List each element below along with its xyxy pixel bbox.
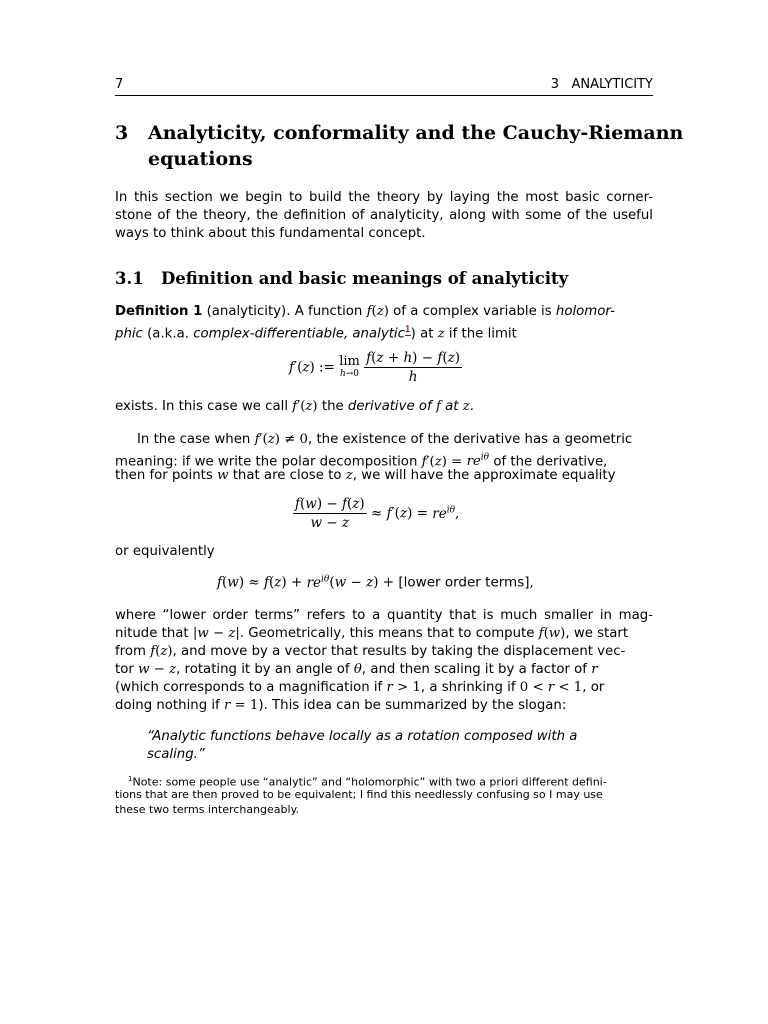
page-number: 7	[115, 77, 124, 92]
definition-line-1: Definition 1 (analyticity). A function f(z) of a complex variable is holomor-	[115, 304, 615, 319]
footnote-line-3: these two terms interchangeably.	[115, 803, 300, 816]
section-number: 3	[115, 122, 129, 144]
footnote-line-2: tions that are then proved to be equivalent; I find this needlessly confusing so I may use	[115, 788, 603, 801]
text: tor	[115, 662, 134, 677]
subsection-title: Definition and basic meanings of analyticity	[161, 269, 569, 288]
text: , we will have the approximate equality	[352, 468, 616, 483]
para3-line-6: doing nothing if r = 1). This idea can be summarized by the slogan:	[115, 698, 567, 713]
text: . Geometrically, this means that to compute	[239, 626, 535, 641]
text: that are close to	[232, 468, 342, 483]
subsection-number: 3.1	[115, 269, 144, 288]
math-fz: f	[366, 304, 372, 319]
equation-derivative-limit: f′(z) := lim h→0 $\frac{f(z + h) - f(z)}{h}$	[289, 350, 461, 385]
definition-exists-line: exists. In this case we call f′(z) the derivative of f at z.	[115, 399, 474, 414]
text: if the limit	[448, 326, 517, 342]
para3-line-5: (which corresponds to a magnification if r > 1, a shrinking if 0 < r < 1, or	[115, 680, 605, 695]
footnote-ref[interactable]: 1	[404, 325, 411, 335]
term-derivative: derivative of	[347, 399, 432, 414]
text: ) at	[410, 326, 434, 342]
text: (which corresponds to a magnification if	[115, 680, 383, 695]
text: , and move by a vector that results by taking the displacement vec-	[172, 644, 626, 659]
text: , a shrinking if	[420, 680, 516, 695]
text: In the case when	[137, 432, 251, 447]
text: , and then scaling it by a factor of	[361, 662, 587, 677]
para2-line-2: meaning: if we write the polar decomposition $f'(z) = re^{i\theta}$ of the derivative,	[115, 453, 608, 470]
term-synonyms: complex-differentiable, analytic	[193, 326, 405, 342]
slogan-line-1: “Analytic functions behave locally as a rotation composed with a	[147, 729, 578, 744]
text: (a.k.a.	[147, 326, 189, 342]
footnote-mark: 1	[128, 775, 133, 783]
intro-line-3: ways to think about this fundamental concept.	[115, 226, 426, 241]
definition-name: (analyticity).	[206, 304, 291, 319]
definition-line-2: phic (a.k.a. complex-differentiable, analytic$^1$) at z if the limit	[115, 325, 517, 342]
text: nitude that	[115, 626, 189, 641]
text: meaning: if we write the polar decomposition	[115, 454, 418, 470]
text: the	[321, 399, 344, 414]
text: , rotating it by an angle of	[176, 662, 350, 677]
equation-linear-approx: $f(w) \approx f(z) + re^{i\theta}(w - z)$ + [lower order terms],	[217, 574, 534, 591]
text: ). This idea can be summarized by the slogan:	[258, 698, 567, 713]
section-heading	[115, 120, 715, 146]
para3-line-4: tor w − z, rotating it by an angle of θ, and then scaling it by a factor of r	[115, 662, 598, 677]
running-title: 3 ANALYTICITY	[550, 77, 653, 92]
lower-order-terms: [lower order terms]	[398, 574, 530, 591]
text: from	[115, 644, 146, 659]
definition-label: Definition 1	[115, 304, 203, 319]
header-rule	[115, 95, 653, 96]
text: then for points	[115, 468, 213, 483]
para2-line-3: then for points w that are close to z, we will have the approximate equality	[115, 468, 616, 483]
term-holomorphic: holomor-	[555, 304, 615, 319]
or-equivalently: or equivalently	[115, 544, 215, 559]
text: exists. In this case we call	[115, 399, 289, 414]
term-at: at	[445, 399, 459, 414]
para3-line-1: where “lower order terms” refers to a quantity that is much smaller in mag-	[115, 608, 653, 623]
para2-line-1: In the case when f′(z) ≠ 0, the existence of the derivative has a geometric	[137, 432, 633, 447]
section-title-line2: equations	[148, 148, 253, 170]
section-title-line1: Analyticity, conformality and the Cauchy-Riemann	[148, 122, 684, 144]
text: , or	[582, 680, 605, 695]
text: A function	[294, 304, 363, 319]
intro-line-1: In this section we begin to build the theory by laying the most basic corner-	[115, 190, 653, 205]
text: , we start	[565, 626, 629, 641]
text: doing nothing if	[115, 698, 220, 713]
subsection-heading	[115, 269, 568, 288]
text: of a complex variable is	[393, 304, 552, 319]
para3-line-2: nitude that |w − z|. Geometrically, this means that to compute f(w), we start	[115, 626, 629, 641]
text: of the derivative,	[493, 454, 608, 470]
para3-line-3: from f(z), and move by a vector that results by taking the displacement vec-	[115, 644, 626, 659]
text: , the existence of the derivative has a geometric	[307, 432, 633, 447]
term-holomorphic-end: phic	[115, 326, 143, 342]
equation-approx-quotient: $\frac{f(w) - f(z)}{w - z}$ ≈ $f'(z) = re^{i\theta}$,	[295, 496, 460, 531]
slogan-line-2: scaling.”	[147, 747, 205, 762]
footnote-text: Note: some people use “analytic” and “holomorphic” with two a priori different defini-	[132, 775, 607, 789]
intro-line-2: stone of the theory, the definition of analyticity, along with some of the useful	[115, 208, 653, 223]
